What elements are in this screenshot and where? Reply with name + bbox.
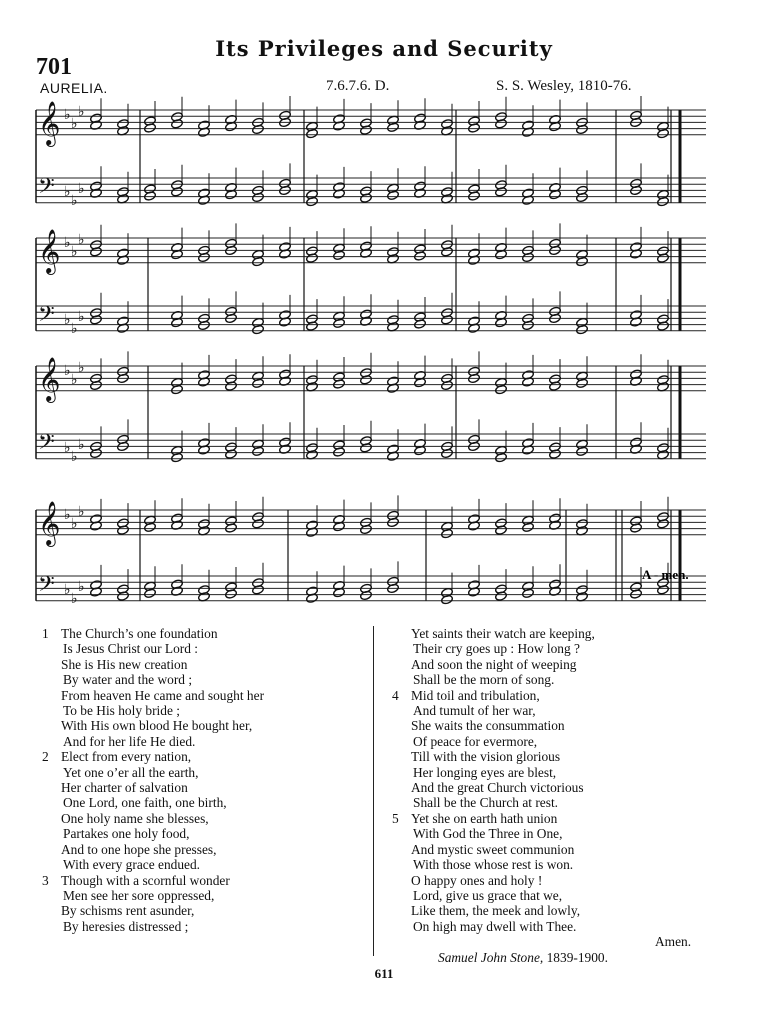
flat-sign: ♭ xyxy=(78,437,85,453)
verse-text: On high may dwell with Thee. xyxy=(413,918,577,934)
verse-line xyxy=(42,873,264,888)
column-divider xyxy=(373,626,374,956)
verse-line xyxy=(392,626,595,641)
treble-clef: 𝄞 xyxy=(38,501,61,545)
verse-line xyxy=(42,857,264,872)
verse-line xyxy=(392,765,595,780)
verse-text: With those whose rest is won. xyxy=(413,857,574,873)
verse-text: O happy ones and holy ! xyxy=(411,872,543,888)
verse-line xyxy=(392,795,595,810)
verse-line xyxy=(392,749,595,764)
tune-name: AURELIA. xyxy=(40,80,108,96)
verse-text: From heaven He came and sought her xyxy=(61,687,265,703)
verse-line xyxy=(42,795,264,810)
verse-text: Her longing eyes are blest, xyxy=(413,764,557,780)
bass-clef: 𝄢 xyxy=(38,174,55,204)
verse-text: She waits the consummation xyxy=(411,718,565,734)
flat-sign: ♭ xyxy=(71,591,78,607)
flat-sign: ♭ xyxy=(71,372,78,388)
verse-number: 5 xyxy=(392,810,399,826)
verse-line xyxy=(392,888,595,903)
verse-text: Till with the vision glorious xyxy=(411,749,561,765)
flat-sign: ♭ xyxy=(78,104,85,120)
flat-sign: ♭ xyxy=(64,440,71,456)
verse-line xyxy=(42,657,264,672)
verse-line xyxy=(42,688,264,703)
music-score xyxy=(30,96,720,616)
bass-clef: 𝄢 xyxy=(38,302,55,332)
verse-line xyxy=(392,718,595,733)
verse-text: The Church’s one foundation xyxy=(61,626,218,641)
verse-text: With God the Three in One, xyxy=(413,826,563,842)
verse-line xyxy=(392,826,595,841)
verse-text: And for her life He died. xyxy=(63,733,196,749)
flat-sign: ♭ xyxy=(78,504,85,520)
page-number: 611 xyxy=(374,966,394,981)
verse-text: Is Jesus Christ our Lord : xyxy=(63,641,199,657)
verses-right-column xyxy=(392,626,595,934)
verse-line xyxy=(392,873,595,888)
hymn-title: Its Privileges and Security xyxy=(215,36,553,61)
treble-clef: 𝄞 xyxy=(38,101,61,145)
verses-left-column xyxy=(42,626,264,934)
verse-line xyxy=(42,780,264,795)
verse-line xyxy=(42,826,264,841)
composer: S. S. Wesley, 1810-76. xyxy=(496,78,632,94)
verse-line xyxy=(42,703,264,718)
flat-sign: ♭ xyxy=(78,309,85,325)
flat-sign: ♭ xyxy=(64,107,71,123)
flat-sign: ♭ xyxy=(71,516,78,532)
meter: 7.6.7.6. D. xyxy=(326,78,390,94)
verse-text: Yet saints their watch are keeping, xyxy=(411,626,595,641)
author-name: Samuel John Stone, xyxy=(438,950,544,965)
flat-sign: ♭ xyxy=(71,244,78,260)
verse-text: By heresies distressed ; xyxy=(63,918,189,934)
verse-line xyxy=(42,903,264,918)
verse-text: Though with a scornful wonder xyxy=(61,872,230,888)
verse-text: And mystic sweet communion xyxy=(411,841,575,857)
flat-sign: ♭ xyxy=(71,193,78,209)
verse-line xyxy=(42,888,264,903)
verse-line xyxy=(42,626,264,641)
verse-line xyxy=(42,749,264,764)
verse-text: By water and the word ; xyxy=(63,672,193,688)
verse-text: Mid toil and tribulation, xyxy=(411,687,540,703)
verse-text: One Lord, one faith, one birth, xyxy=(63,795,227,811)
verse-number: 4 xyxy=(392,687,399,703)
verse-text: And to one hope she presses, xyxy=(61,841,217,857)
verse-line xyxy=(392,903,595,918)
verse-text: She is His new creation xyxy=(61,656,188,672)
flat-sign: ♭ xyxy=(78,579,85,595)
verse-text: Her charter of salvation xyxy=(61,780,188,796)
amen-text: Amen. xyxy=(655,934,692,949)
verse-text: Of peace for evermore, xyxy=(413,733,538,749)
bass-clef: 𝄢 xyxy=(38,572,55,602)
verse-line xyxy=(392,641,595,656)
verse-line xyxy=(392,657,595,672)
flat-sign: ♭ xyxy=(64,582,71,598)
verse-line xyxy=(392,734,595,749)
flat-sign: ♭ xyxy=(71,116,78,132)
verse-text: Shall be the Church at rest. xyxy=(413,795,559,811)
verse-text: Lord, give us grace that we, xyxy=(413,887,563,903)
verse-text: Yet she on earth hath union xyxy=(411,810,558,826)
verse-line xyxy=(42,718,264,733)
verse-text: Partakes one holy food, xyxy=(63,826,190,842)
verse-text: Yet one o’er all the earth, xyxy=(63,764,199,780)
flat-sign: ♭ xyxy=(71,321,78,337)
verse-text: Men see her sore oppressed, xyxy=(63,887,215,903)
verse-number: 3 xyxy=(42,872,49,888)
verse-line xyxy=(42,641,264,656)
verse-line xyxy=(392,857,595,872)
verse-line xyxy=(392,842,595,857)
verse-text: To be His holy bride ; xyxy=(63,703,180,719)
verse-line xyxy=(42,672,264,687)
verse-line xyxy=(392,688,595,703)
verse-line xyxy=(392,919,595,934)
verse-text: Shall be the morn of song. xyxy=(413,672,555,688)
verse-number: 1 xyxy=(42,626,49,641)
flat-sign: ♭ xyxy=(64,507,71,523)
verse-text: With His own blood He bought her, xyxy=(61,718,253,734)
flat-sign: ♭ xyxy=(71,449,78,465)
verse-line xyxy=(42,919,264,934)
flat-sign: ♭ xyxy=(78,360,85,376)
verse-line xyxy=(42,734,264,749)
verse-line xyxy=(42,842,264,857)
verse-number: 2 xyxy=(42,749,49,765)
verse-text: Like them, the meek and lowly, xyxy=(411,903,581,919)
verse-text: Their cry goes up : How long ? xyxy=(413,641,580,657)
verse-text: And the great Church victorious xyxy=(411,780,584,796)
verse-line xyxy=(392,703,595,718)
treble-clef: 𝄞 xyxy=(38,229,61,273)
verse-text: Elect from every nation, xyxy=(61,749,192,765)
flat-sign: ♭ xyxy=(64,363,71,379)
author-dates: 1839-1900. xyxy=(546,950,608,965)
verse-text: And soon the night of weeping xyxy=(411,656,577,672)
verse-line xyxy=(392,672,595,687)
verse-line xyxy=(392,780,595,795)
verse-line xyxy=(392,811,595,826)
hymn-number: 701 xyxy=(36,54,72,80)
verse-text: By schisms rent asunder, xyxy=(61,903,195,919)
flat-sign: ♭ xyxy=(78,232,85,248)
bass-clef: 𝄢 xyxy=(38,430,55,460)
amen-label: A - men. xyxy=(642,567,689,582)
flat-sign: ♭ xyxy=(78,181,85,197)
treble-clef: 𝄞 xyxy=(38,357,61,401)
verse-text: One holy name she blesses, xyxy=(61,810,209,826)
verse-line xyxy=(42,765,264,780)
flat-sign: ♭ xyxy=(64,235,71,251)
verse-line xyxy=(42,811,264,826)
author-credit xyxy=(438,950,608,966)
verse-text: With every grace endued. xyxy=(63,857,201,873)
verse-text: And tumult of her war, xyxy=(413,703,536,719)
flat-sign: ♭ xyxy=(64,184,71,200)
flat-sign: ♭ xyxy=(64,312,71,328)
